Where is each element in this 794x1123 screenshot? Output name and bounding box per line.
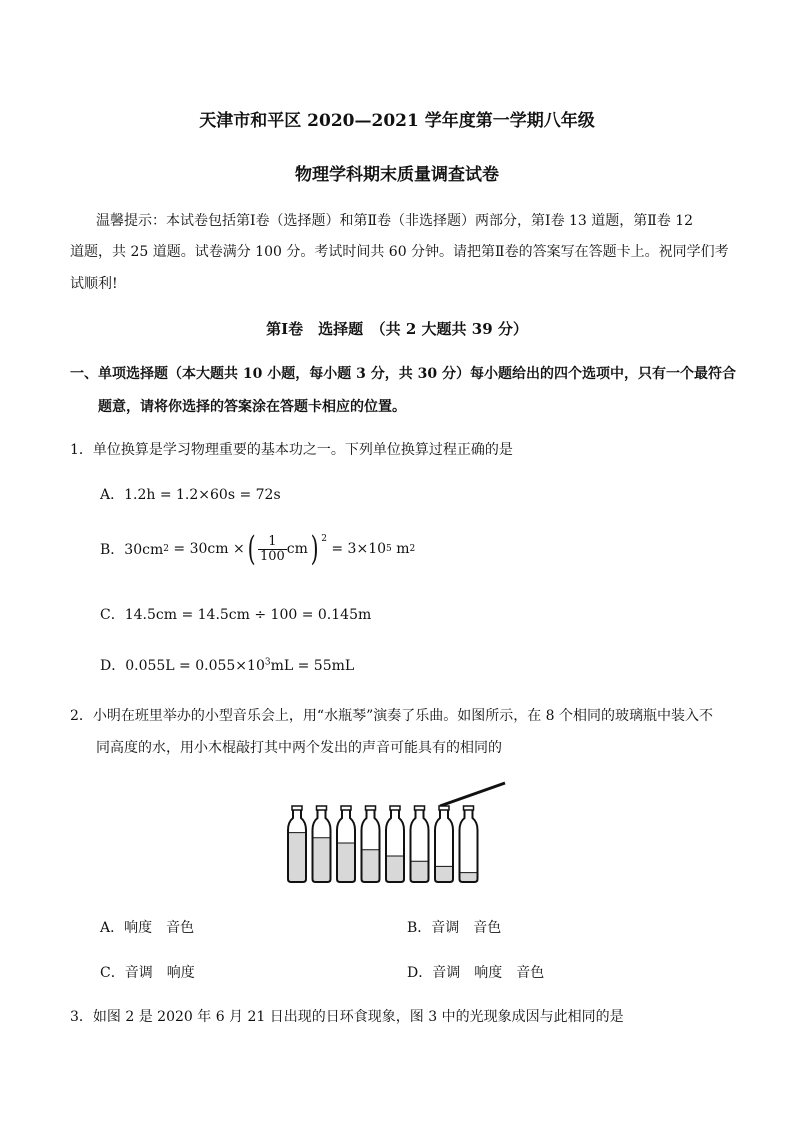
- water-level: [338, 843, 354, 882]
- water-level: [314, 838, 330, 882]
- bottle-rim: [415, 806, 425, 810]
- option-b-eq: = 3×10: [326, 541, 387, 557]
- question-3-stem: 3．如图 2 是 2020 年 6 月 21 日出现的日环食现象，图 3 中的光现象成因与此相同的是: [70, 1009, 624, 1025]
- bottle: [362, 806, 380, 882]
- question-2-stem-line1: 2．小明在班里举办的小型音乐会上，用“水瓶琴”演奏了乐曲。如图所示，在 8 个相同的玻璃瓶中装入不: [70, 708, 714, 724]
- bottle-rim: [366, 806, 376, 810]
- bottle-rim: [464, 806, 474, 810]
- wooden-stick: [440, 783, 505, 806]
- notice-line3: 试顺利!: [70, 276, 118, 292]
- bottle-rim: [439, 806, 449, 810]
- bottle-rim: [341, 806, 351, 810]
- fraction: [258, 535, 287, 563]
- bottle-rim: [317, 806, 327, 810]
- water-level: [387, 856, 403, 882]
- water-level: [461, 873, 477, 882]
- bottle: [411, 806, 429, 882]
- bottle-rim: [390, 806, 400, 810]
- question-1-option-c[interactable]: C．14.5cm = 14.5cm ÷ 100 = 0.145m: [100, 607, 372, 623]
- left-paren: (: [247, 529, 256, 569]
- water-level: [363, 850, 379, 882]
- bottle: [337, 806, 355, 882]
- exam-title-line1: 天津市和平区 2020—2021 学年度第一学期八年级: [199, 111, 595, 131]
- fraction-denominator: 100: [259, 548, 285, 564]
- bottle: [386, 806, 404, 882]
- bottle: [313, 806, 331, 882]
- option-b-unit: m: [391, 541, 410, 557]
- question-2-option-d[interactable]: D．音调 响度 音色: [407, 965, 545, 981]
- bottle: [288, 806, 306, 882]
- notice-line1: 温馨提示：本试卷包括第Ⅰ卷（选择题）和第Ⅱ卷（非选择题）两部分，第Ⅰ卷 13 道题，第Ⅱ卷 12: [96, 213, 694, 229]
- question-2-stem-line2: 同高度的水，用小木棍敲打其中两个发出的声音可能具有的相同的: [96, 740, 502, 756]
- water-level: [289, 833, 305, 882]
- question-1-option-b[interactable]: B．30cm 2 = 30cm × ( $\frac{1}{100}$ cm ) $^2$ = 3×10 5 m 2: [100, 529, 416, 569]
- question-1-option-a[interactable]: A．1.2h = 1.2×60s = 72s: [100, 487, 281, 503]
- option-d-exponent: 3: [264, 657, 271, 668]
- bottle-rim: [292, 806, 302, 810]
- part1-instruction-line2: 题意，请将你选择的答案涂在答题卡相应的位置。: [98, 399, 406, 415]
- question-2-option-c[interactable]: C．音调 响度: [100, 965, 195, 981]
- option-d-prefix: D．0.055L = 0.055×10: [100, 658, 265, 674]
- part1-instruction-line1: 一、单项选择题（本大题共 10 小题，每小题 3 分，共 30 分）每小题给出的四个选项中，只有一个最符合: [70, 366, 736, 382]
- water-level: [436, 866, 452, 882]
- exam-title-line2: 物理学科期末质量调查试卷: [295, 165, 499, 185]
- question-2-option-b[interactable]: B．音调 音色: [407, 920, 502, 936]
- fraction-numerator: 1: [258, 535, 287, 550]
- water-bottle-xylophone-figure: [280, 778, 510, 888]
- right-paren: ): [310, 529, 319, 569]
- water-level: [412, 861, 428, 882]
- bottle: [460, 806, 478, 882]
- fraction-unit: cm: [286, 541, 308, 557]
- option-d-suffix: mL = 55mL: [270, 658, 355, 674]
- bottle: [435, 806, 453, 882]
- option-b-mid: = 30cm ×: [168, 541, 245, 557]
- question-2-option-a[interactable]: A．响度 音色: [100, 920, 195, 936]
- question-1-option-d[interactable]: [100, 655, 354, 675]
- section-title: 第Ⅰ卷 选择题 （共 2 大题共 39 分）: [266, 320, 528, 338]
- question-1-stem: 1．单位换算是学习物理重要的基本功之一。下列单位换算过程正确的是: [70, 442, 513, 458]
- option-b-prefix: B．30cm: [100, 542, 164, 558]
- notice-line2: 道题，共 25 道题。试卷满分 100 分。考试时间共 60 分钟。请把第Ⅱ卷的答案写在答题卡上。祝同学们考: [70, 244, 729, 260]
- bottle-outline: [460, 808, 478, 882]
